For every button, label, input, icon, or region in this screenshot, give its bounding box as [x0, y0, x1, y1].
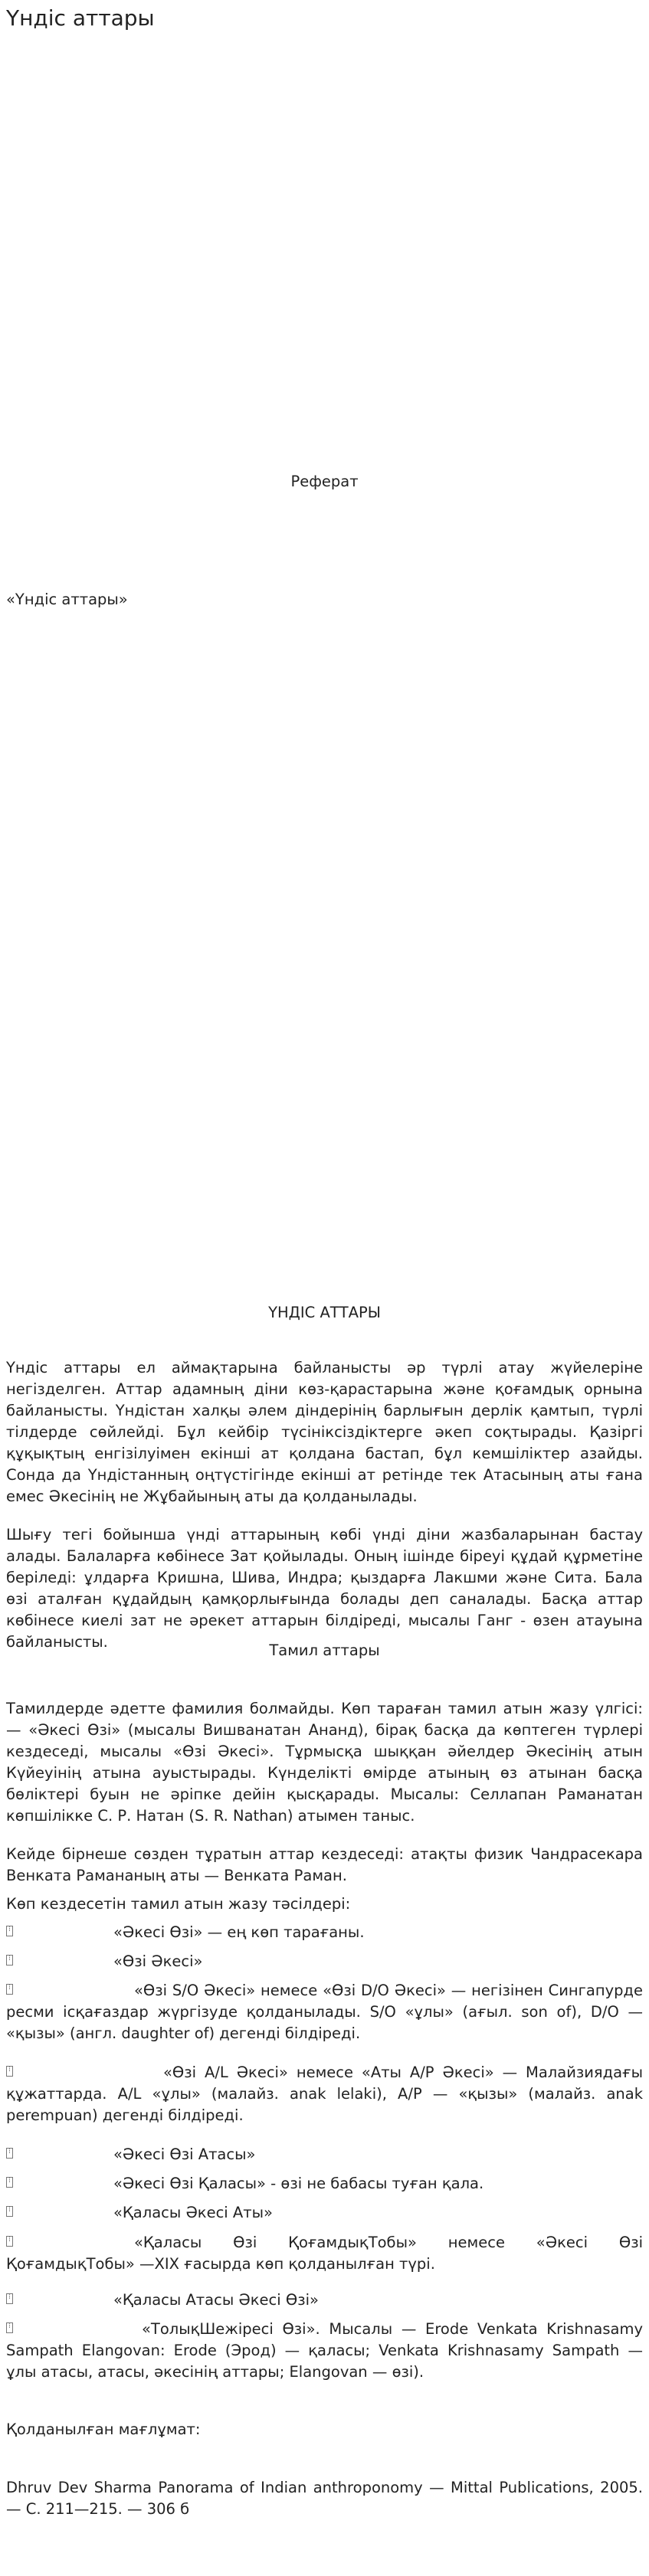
bullet-glyph-icon: ⁞ — [6, 2148, 13, 2159]
list-item — [6, 2062, 643, 2126]
bullet-glyph-icon: ⁞ — [6, 2206, 13, 2217]
list-item — [6, 2319, 643, 2383]
tamil-heading: Тамил аттары — [269, 1642, 380, 1659]
list-item-text: «Қаласы Атасы Әкесі Өзі» — [113, 2291, 319, 2309]
bullet-glyph-icon: ⁞ — [6, 1926, 13, 1936]
list-item — [6, 1980, 643, 2044]
list-item — [6, 2173, 643, 2195]
bullet-glyph-icon: ⁞ — [6, 2236, 13, 2247]
list-item — [6, 1922, 643, 1943]
bullet-glyph-icon: ⁞ — [6, 1984, 13, 1995]
list-item — [6, 2290, 643, 2311]
source-reference: Dhruv Dev Sharma Panorama of Indian anthroponomy — Mittal Publications, 2005. — С. 211—215. — 306 б — [6, 2479, 643, 2518]
bullet-glyph-icon: ⁞ — [6, 2293, 13, 2304]
list-item — [6, 1951, 643, 1972]
paragraph-long-names: Кейде бірнеше сөзден тұратын аттар кездеседі: атақты физик Чандрасекара Венката Рамананың аты — Венката Раман. — [6, 1845, 643, 1884]
list-item-text: «Қаласы Өзі ҚоғамдықТобы» немесе «Әкесі Өзі ҚоғамдықТобы» —XIX ғасырда көп қолданылған түрі. — [6, 2234, 643, 2273]
list-item-text: «Өзі Әкесі» — [113, 1952, 203, 1970]
list-item — [6, 2232, 643, 2275]
bullet-glyph-icon: ⁞ — [6, 2066, 13, 2077]
list-item-text: «Әкесі Өзі Атасы» — [113, 2146, 256, 2163]
list-item-text: «Әкесі Өзі Қаласы» - өзі не бабасы туған қала. — [113, 2175, 484, 2192]
sources-label: Қолданылған мағлұмат: — [6, 2421, 201, 2438]
bullet-glyph-icon: ⁞ — [6, 2177, 13, 2188]
list-item-text: «Өзі A/L Әкесі» немесе «Аты A/P Әкесі» — Малайзиядағы құжаттарда. A/L «ұлы» (малайз. anak lelaki), A/P — «қызы» (малайз. anak perempuan) дегенді білдіреді. — [6, 2064, 643, 2124]
bullet-glyph-icon: ⁞ — [6, 1955, 13, 1966]
page-title: Үндіс аттары — [6, 5, 155, 31]
list-item-text: «Қаласы Әкесі Аты» — [113, 2204, 273, 2221]
paragraph-origin: Шығу тегі бойынша үнді аттарының көбі үнді діни жазбаларынан бастау алады. Балаларға көбінесе Зат қойылады. Оның ішінде біреуі құдай құрметіне беріледі: ұлдарға Кришна, Шива, Индра; қыздарға Лакшми және Сита. Бала өзі аталған құдайдың қамқорлығында болады деп саналады. Басқа аттар көбінесе киелі зат не әрекет аттарын білдіреді, мысалы Ганг - өзен атауына байланысты. — [6, 1526, 643, 1651]
list-item — [6, 2202, 643, 2224]
list-item-text: «Өзі S/O Әкесі» немесе «Өзі D/O Әкесі» — негізінен Сингапурде ресми ісқағаздар жүргізуде қолданылады. S/O «ұлы» (ағыл. son of), D/O — «қызы» (англ. daughter of) дегенді білдіреді. — [6, 1982, 643, 2042]
paragraph-tamil: Тамилдерде әдетте фамилия болмайды. Көп тараған тамил атын жазу үлгісі: — «Әкесі Өзі» (мысалы Вишванатан Ананд), бірақ басқа да көптеген түрлері кездеседі, мысалы «Өзі Әкесі». Тұрмысқа шыққан әйелдер Әкесінің атын Күйеуінің атына ауыстырады. Күнделікті өмірде атының өз атынан басқа бөліктері буын не әріпке дейін қысқарады. Мысалы: Селлапан Раманатан көпшілікке С. Р. Натан (S. R. Nathan) атымен таныс. — [6, 1700, 643, 1825]
referat-label: Реферат — [290, 473, 359, 490]
list-item — [6, 2144, 643, 2165]
list-item-text: «Әкесі Өзі» — ең көп тарағаны. — [113, 1923, 365, 1941]
main-heading: ҮНДІС АТТАРЫ — [268, 1304, 381, 1321]
topic-quote: «Үндіс аттары» — [6, 591, 128, 608]
list-item-text: «ТолықШежіресі Өзі». Мысалы — Erode Venkata Krishnasamy Sampath Elangovan: Erode (Эрод) — қаласы; Venkata Krishnasamy Sampath — ұлы атасы, атасы, әкесінің аттары; Elangovan — өзі). — [6, 2320, 643, 2381]
paragraph-intro: Үндіс аттары ел аймақтарына байланысты әр түрлі атау жүйелеріне негізделген. Аттар адамның діни көз-қарастарына және қоғамдық орнына байланысты. Үндістан халқы әлем діндерінің барлығын дерлік қамтып, түрлі тілдерде сөйлейді. Бұл кейбір түсініксіздіктерге әкеп соқтырады. Қазіргі құқықтың енгізілуімен екінші ат қолдана бастап, бұл кемшіліктер азайды. Сонда да Үндістанның оңтүстігінде екінші ат ретінде тек Атасының аты ғана емес Әкесінің не Жұбайының аты да қолданылады. — [6, 1359, 643, 1505]
bullet-glyph-icon: ⁞ — [6, 2322, 13, 2333]
paragraph-methods: Көп кездесетін тамил атын жазу тәсілдері: — [6, 1895, 351, 1913]
